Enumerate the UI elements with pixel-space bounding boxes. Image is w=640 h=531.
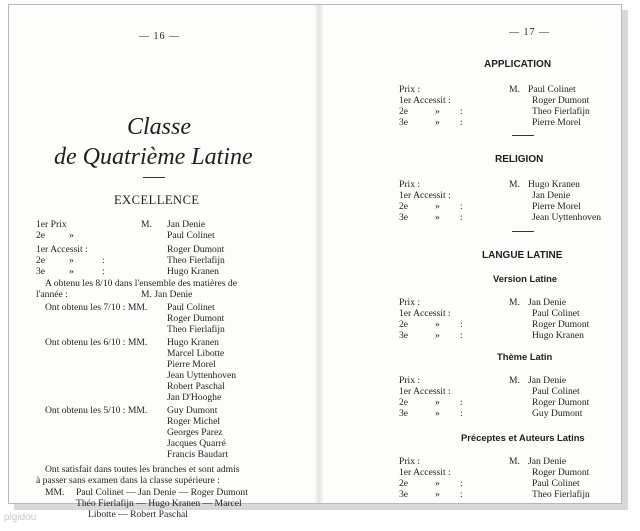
section-divider [512,135,534,136]
satisfait-text-line2: à passer sans examen dans la classe supérieure : [36,475,220,486]
prize-winner: Jan Denie [528,375,567,386]
prize-title: M. [509,297,520,308]
prize-winner: Hugo Kranen [167,266,219,277]
prize-winner: Paul Colinet [532,478,580,489]
watermark: pigidou [4,512,37,523]
group-name: Paul Colinet [167,302,215,313]
ditto-mark: » [435,201,440,212]
ditto-mark: » [435,397,440,408]
prize-title: M. [509,375,520,386]
prize-winner: Paul Colinet [167,230,215,241]
satisfait-text-line1: Ont satisfait dans toutes les branches et sont admis [45,464,240,475]
group-name: Roger Michel [167,416,221,427]
group-name: Theo Fierlafijn [167,324,225,335]
ditto-mark: » [435,117,440,128]
section-heading: LANGUE LATINE [482,250,563,261]
obtenu-text-line2: l'année : [36,289,68,300]
prize-rank: Prix : [399,456,421,467]
ditto-mark: » [435,330,440,341]
prize-rank: Prix : [399,297,421,308]
prize-winner: Theo Fierlafijn [532,106,590,117]
prize-winner: Jan Denie [528,297,567,308]
group-name: Marcel Libotte [167,348,225,359]
prize-rank: 3e [399,408,409,419]
prize-rank: Prix : [399,179,421,190]
section-heading: APPLICATION [484,59,552,70]
colon-mark: : [460,319,463,330]
prize-title: M. [509,456,520,467]
colon-mark: : [460,201,463,212]
colon-mark: : [460,478,463,489]
prize-rank: 3e [399,330,409,341]
subsection-heading: Thème Latin [497,351,553,362]
prize-rank: 2e [399,106,409,117]
prize-winner: Pierre Morel [532,201,581,212]
colon-mark: : [460,489,463,500]
group-name: Robert Paschal [167,381,225,392]
prize-rank: 1er Accessit : [399,190,451,201]
prize-rank: Prix : [399,375,421,386]
group-name: Pierre Morel [167,359,216,370]
ditto-mark: » [435,319,440,330]
prize-winner: Roger Dumont [532,95,590,106]
prize-rank: 2e [399,397,409,408]
group-label: Ont obtenu les 5/10 : MM. [45,405,148,416]
prize-rank: 3e [36,266,46,277]
prize-winner: Roger Dumont [532,319,590,330]
prize-rank: 3e [399,117,409,128]
prize-winner: Paul Colinet [528,84,576,95]
colon-mark: : [460,212,463,223]
colon-mark: : [102,255,105,266]
subsection-heading: Préceptes et Auteurs Latins [461,432,585,443]
prize-rank: 2e [399,201,409,212]
class-title-line1: Classe [127,114,192,140]
prize-winner: Roger Dumont [532,467,590,478]
prize-rank: 1er Accessit : [36,244,88,255]
group-name: Georges Parez [167,427,223,438]
prize-winner: Hugo Kranen [528,179,580,190]
section-excellence: EXCELLENCE [114,193,200,207]
group-name: Jacques Quarré [167,438,226,449]
prize-rank: 1er Accessit : [399,308,451,319]
prize-rank: 1er Accessit : [399,467,451,478]
prize-title: M. [141,219,152,230]
section-divider [512,231,534,232]
group-name: Francis Baudart [167,449,229,460]
mm-names-line3: Libotte — Robert Paschal [88,509,188,520]
colon-mark: : [102,266,105,277]
prize-winner: Jan Denie [532,190,571,201]
colon-mark: : [460,106,463,117]
book-gutter [314,5,324,503]
prize-rank: 3e [399,212,409,223]
prize-winner: Guy Dumont [532,408,583,419]
book-spread [8,4,622,509]
ditto-mark: » [69,266,74,277]
prize-winner: Roger Dumont [532,397,590,408]
prize-rank: 3e [399,489,409,500]
group-name: Hugo Kranen [167,337,219,348]
colon-mark: : [460,397,463,408]
group-label: Ont obtenu les 6/10 : MM. [45,337,148,348]
mm-label: MM. [45,487,65,498]
group-name: Roger Dumont [167,313,225,324]
class-title-line2: de Quatrième Latine [54,144,253,170]
mm-names-line1: Paul Colinet — Jan Denie — Roger Dumont [76,487,248,498]
prize-winner: Jean Uyttenhoven [532,212,602,223]
ditto-mark: » [435,489,440,500]
title-divider [143,177,165,178]
group-name: Jan D'Hooghe [167,392,222,403]
prize-title: M. [509,84,520,95]
right-page-number: — 17 — [509,27,550,38]
ditto-mark: » [69,230,74,241]
group-label: Ont obtenu les 7/10 : MM. [45,302,148,313]
ditto-mark: » [69,255,74,266]
ditto-mark: » [435,478,440,489]
prize-rank: 2e [399,478,409,489]
prize-rank: 2e [399,319,409,330]
prize-winner: Paul Colinet [532,308,580,319]
prize-winner: Theo Fierlafijn [167,255,225,266]
group-name: Guy Dumont [167,405,218,416]
ditto-mark: » [435,408,440,419]
prize-winner: Pierre Morel [532,117,581,128]
prize-rank: Prix : [399,84,421,95]
prize-winner: Theo Fierlafijn [532,489,590,500]
prize-winner: Jan Denie [528,456,567,467]
prize-rank: 1er Accessit : [399,95,451,106]
colon-mark: : [460,117,463,128]
obtenu-name: M. Jan Denie [141,289,193,300]
prize-rank: 1er Accessit : [399,386,451,397]
ditto-mark: » [435,106,440,117]
subsection-heading: Version Latine [493,273,558,284]
prize-winner: Paul Colinet [532,386,580,397]
mm-names-line2: Théo Fierlafijn — Hugo Kranen — Marcel [76,498,242,509]
prize-winner: Hugo Kranen [532,330,584,341]
colon-mark: : [460,408,463,419]
section-heading: RELIGION [495,154,544,165]
prize-rank: 2e [36,230,46,241]
group-name: Jean Uyttenhoven [167,370,237,381]
prize-rank: 1er Prix [36,219,67,230]
left-page-number: — 16 — [139,31,180,42]
prize-title: M. [509,179,520,190]
colon-mark: : [460,330,463,341]
prize-winner: Jan Denie [167,219,206,230]
obtenu-text-line1: A obtenu les 8/10 dans l'ensemble des matières de [45,278,237,289]
ditto-mark: » [435,212,440,223]
prize-rank: 2e [36,255,46,266]
prize-winner: Roger Dumont [167,244,225,255]
